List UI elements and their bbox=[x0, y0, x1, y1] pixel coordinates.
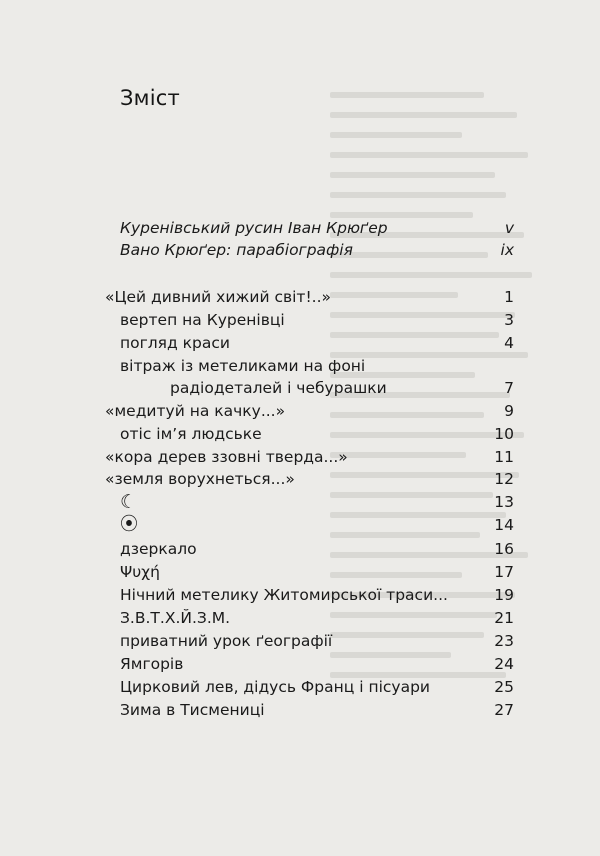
toc-entry-page: 14 bbox=[494, 516, 514, 534]
toc-entry[interactable] bbox=[120, 332, 514, 354]
toc-entry-page: 16 bbox=[494, 540, 514, 558]
toc-entry[interactable] bbox=[120, 676, 514, 698]
toc-entry-title: «земля ворухнеться...» bbox=[105, 470, 295, 488]
toc-entry[interactable] bbox=[120, 653, 514, 675]
toc-entry-title: З.В.Т.Х.Й.З.М. bbox=[120, 609, 231, 627]
toc-entry-title: радіодеталей і чебурашки bbox=[170, 379, 387, 397]
toc-entry-page: 10 bbox=[494, 425, 514, 443]
toc-entry-page: 1 bbox=[504, 288, 514, 306]
toc-entry-title: Куренівський русин Іван Крюґер bbox=[120, 219, 388, 237]
toc-entry[interactable] bbox=[120, 699, 514, 721]
toc-entry-continuation[interactable] bbox=[170, 377, 514, 399]
toc-entry-page: 7 bbox=[504, 379, 514, 397]
toc-entry[interactable] bbox=[120, 561, 514, 583]
toc-entry-page: ix bbox=[500, 241, 514, 259]
toc-entry-page: 21 bbox=[494, 609, 514, 627]
toc-entry-page: 12 bbox=[494, 470, 514, 488]
toc-entry-title: «Цей дивний хижий світ!..» bbox=[105, 288, 332, 306]
toc-entry-title: вітраж із метеликами на фоні bbox=[120, 357, 366, 375]
toc-entry-page: 23 bbox=[494, 632, 514, 650]
toc-entry-page: v bbox=[504, 219, 514, 237]
toc-entry-page: 9 bbox=[504, 402, 514, 420]
crescent-moon-icon: ☾ bbox=[120, 491, 138, 513]
toc-entry-page: 17 bbox=[494, 563, 514, 581]
toc-entry[interactable] bbox=[105, 400, 514, 422]
toc-entry-page: 11 bbox=[494, 448, 514, 466]
toc-entry[interactable] bbox=[105, 286, 514, 308]
toc-entry[interactable] bbox=[105, 468, 514, 490]
toc-entry[interactable] bbox=[120, 309, 514, 331]
toc-entry[interactable] bbox=[120, 239, 514, 261]
toc-entry-title: приватний урок ґеографії bbox=[120, 632, 333, 650]
circled-dot-icon: ⦿ bbox=[120, 514, 138, 535]
toc-entry[interactable] bbox=[120, 217, 514, 239]
toc-entry-page: 13 bbox=[494, 493, 514, 511]
toc-entry[interactable] bbox=[120, 514, 514, 536]
toc-entry-page: 19 bbox=[494, 586, 514, 604]
page-title: Зміст bbox=[120, 86, 180, 110]
toc-entry-title: Нічний метелику Житомирської траси... bbox=[120, 586, 448, 604]
toc-entry-page: 24 bbox=[494, 655, 514, 673]
toc-entry[interactable] bbox=[120, 423, 514, 445]
toc-entry[interactable] bbox=[120, 491, 514, 513]
toc-entry[interactable] bbox=[120, 538, 514, 560]
toc-entry-title: вертеп на Куренівці bbox=[120, 311, 285, 329]
toc-entry-title: Ψυχή bbox=[120, 563, 160, 581]
toc-entry-page: 25 bbox=[494, 678, 514, 696]
toc-entry-title: дзеркало bbox=[120, 540, 197, 558]
toc-entry-title: Цирковий лев, дідусь Франц і пісуари bbox=[120, 678, 430, 696]
toc-entry-page: 3 bbox=[504, 311, 514, 329]
toc-entry-title: погляд краси bbox=[120, 334, 230, 352]
toc-entry-title: Ямгорів bbox=[120, 655, 184, 673]
toc-entry-page: 4 bbox=[504, 334, 514, 352]
toc-entry-title: Зима в Тисмениці bbox=[120, 701, 265, 719]
toc-entry-title: «кора дерев ззовні тверда...» bbox=[105, 448, 348, 466]
toc-entry[interactable] bbox=[120, 630, 514, 652]
toc-entry[interactable] bbox=[120, 607, 514, 629]
toc-entry-page: 27 bbox=[494, 701, 514, 719]
toc-entry[interactable] bbox=[120, 584, 514, 606]
toc-entry[interactable] bbox=[105, 446, 514, 468]
toc-entry[interactable] bbox=[120, 355, 514, 377]
toc-entry-title: Вано Крюґер: парабіографія bbox=[120, 241, 353, 259]
toc-entry-title: отіс ім’я людське bbox=[120, 425, 262, 443]
toc-entry-title: «медитуй на качку...» bbox=[105, 402, 286, 420]
